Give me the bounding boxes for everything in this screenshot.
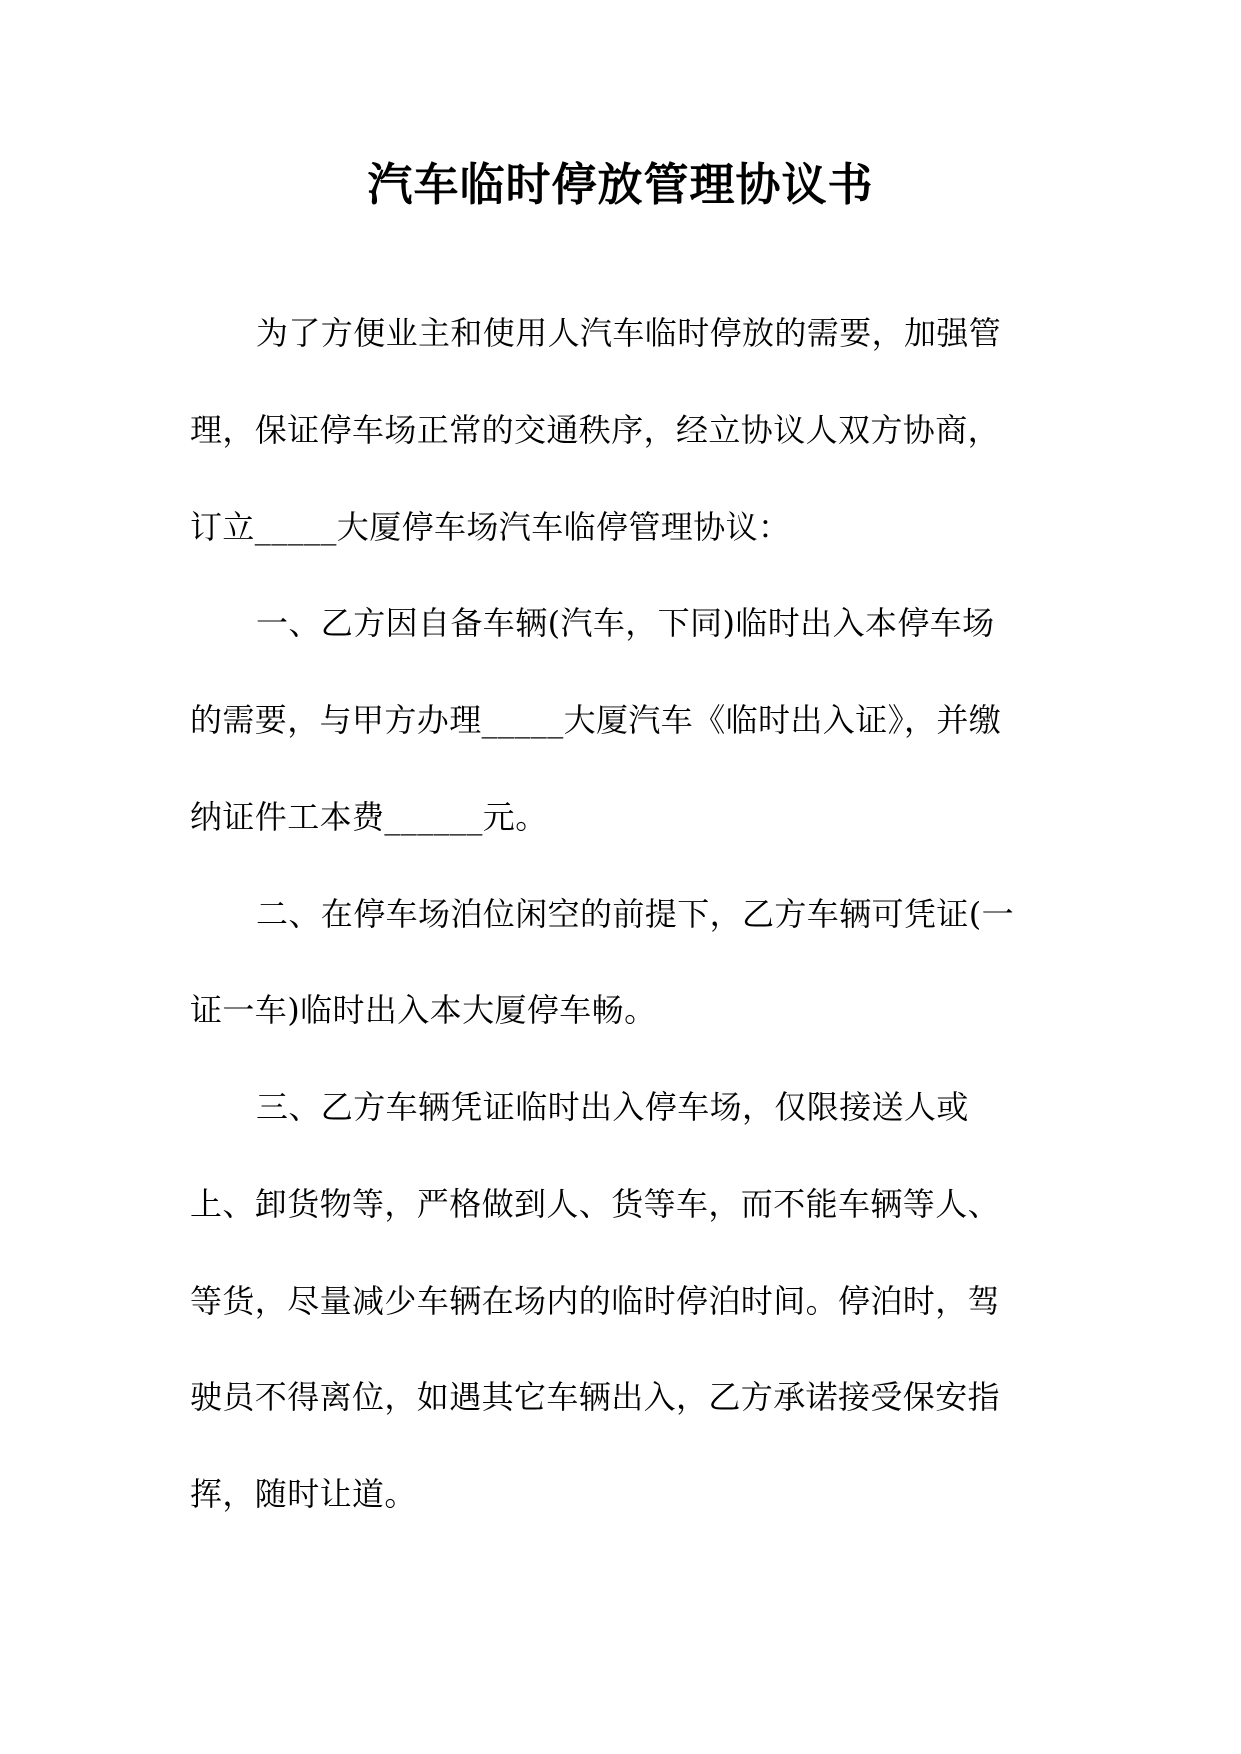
document-title: 汽车临时停放管理协议书 xyxy=(367,158,874,211)
body-line: 驶员不得离位，如遇其它车辆出入，乙方承诺接受保安指 xyxy=(190,1378,1001,1416)
body-line: 挥，随时让道。 xyxy=(190,1475,417,1513)
body-line: 订立_____大厦停车场汽车临停管理协议： xyxy=(190,508,791,546)
body-line: 为了方便业主和使用人汽车临时停放的需要，加强管 xyxy=(256,314,1002,352)
body-line: 三、乙方车辆凭证临时出入停车场，仅限接送人或 xyxy=(256,1088,969,1126)
body-line: 二、在停车场泊位闲空的前提下，乙方车辆可凭证(一 xyxy=(256,895,1015,933)
body-line: 上、卸货物等，严格做到人、货等车，而不能车辆等人、 xyxy=(190,1185,1001,1223)
body-line: 证一车)临时出入本大厦停车畅。 xyxy=(190,991,657,1029)
body-line: 理，保证停车场正常的交通秩序，经立协议人双方协商， xyxy=(190,411,1001,449)
body-line: 等货，尽量减少车辆在场内的临时停泊时间。停泊时，驾 xyxy=(190,1282,1001,1320)
body-line: 纳证件工本费______元。 xyxy=(190,798,548,836)
body-line: 一、乙方因自备车辆(汽车，下同)临时出入本停车场 xyxy=(256,604,995,642)
body-line: 的需要，与甲方办理_____大厦汽车《临时出入证》，并缴 xyxy=(190,701,1002,739)
